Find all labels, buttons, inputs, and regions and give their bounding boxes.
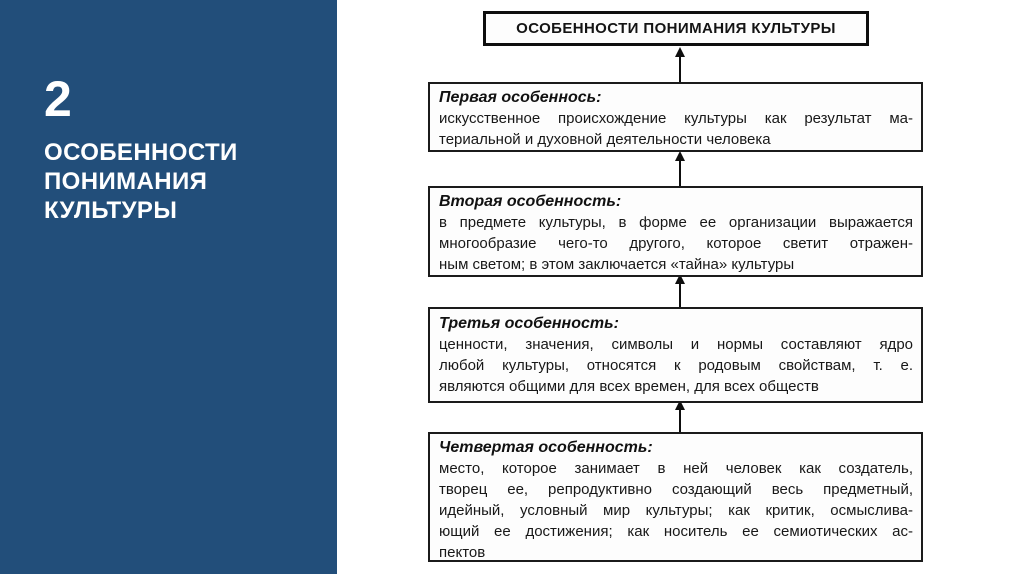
arrow-up-1 (674, 47, 686, 82)
arrow-up-3 (674, 274, 686, 307)
arrow-shaft (679, 282, 681, 307)
slide-number: 2 (44, 71, 73, 127)
diagram-title: ОСОБЕННОСТИ ПОНИМАНИЯ КУЛЬТУРЫ (516, 20, 836, 37)
feature-box-3-line: любой культуры, относятся к родовым свойствам, т. е. (439, 357, 913, 374)
feature-box-4-line: место, которое занимает в ней человек как создатель, (439, 460, 913, 477)
feature-box-4-line: ющий ее достижения; как носитель ее семиотических ас- (439, 523, 913, 540)
diagram (337, 0, 1024, 574)
feature-box-1-line: искусственное происхождение культуры как результат ма- (439, 110, 913, 127)
feature-box-2-line: в предмете культуры, в форме ее организации выражается (439, 214, 913, 231)
feature-box-1-line: териальной и духовной деятельности человека (439, 131, 771, 148)
feature-box-2-heading: Вторая особенность: (439, 193, 622, 210)
feature-box-2-line: ным светом; в этом заключается «тайна» культуры (439, 256, 795, 273)
feature-box-4-line: идейный, условный мир культуры; как критик, осмыслива- (439, 502, 913, 519)
slide-title (44, 138, 238, 225)
left-panel (0, 0, 337, 574)
feature-box-3-heading: Третья особенность: (439, 315, 619, 332)
arrow-shaft (679, 55, 681, 82)
feature-box-2 (428, 186, 923, 277)
feature-box-4-line: пектов (439, 544, 486, 561)
feature-box-2-line: многообразие чего-то другого, которое светит отражен- (439, 235, 913, 252)
feature-box-4 (428, 432, 923, 562)
slide-title-line-1: ОСОБЕННОСТИ (44, 139, 238, 166)
feature-box-3 (428, 307, 923, 403)
feature-box-3-line: ценности, значения, символы и нормы составляют ядро (439, 336, 913, 353)
feature-box-1-heading: Первая особеннось: (439, 89, 602, 106)
feature-box-4-line: творец ее, репродуктивно создающий весь предметный, (439, 481, 913, 498)
feature-box-1 (428, 82, 923, 152)
diagram-title-box (483, 11, 869, 46)
arrow-shaft (679, 159, 681, 186)
arrow-shaft (679, 408, 681, 432)
arrow-up-4 (674, 400, 686, 432)
slide-title-line-3: КУЛЬТУРЫ (44, 197, 178, 224)
feature-box-4-heading: Четвертая особенность: (439, 439, 653, 456)
slide-title-line-2: ПОНИМАНИЯ (44, 168, 208, 195)
feature-box-3-line: являются общими для всех времен, для всех обществ (439, 378, 819, 395)
arrow-up-2 (674, 151, 686, 186)
